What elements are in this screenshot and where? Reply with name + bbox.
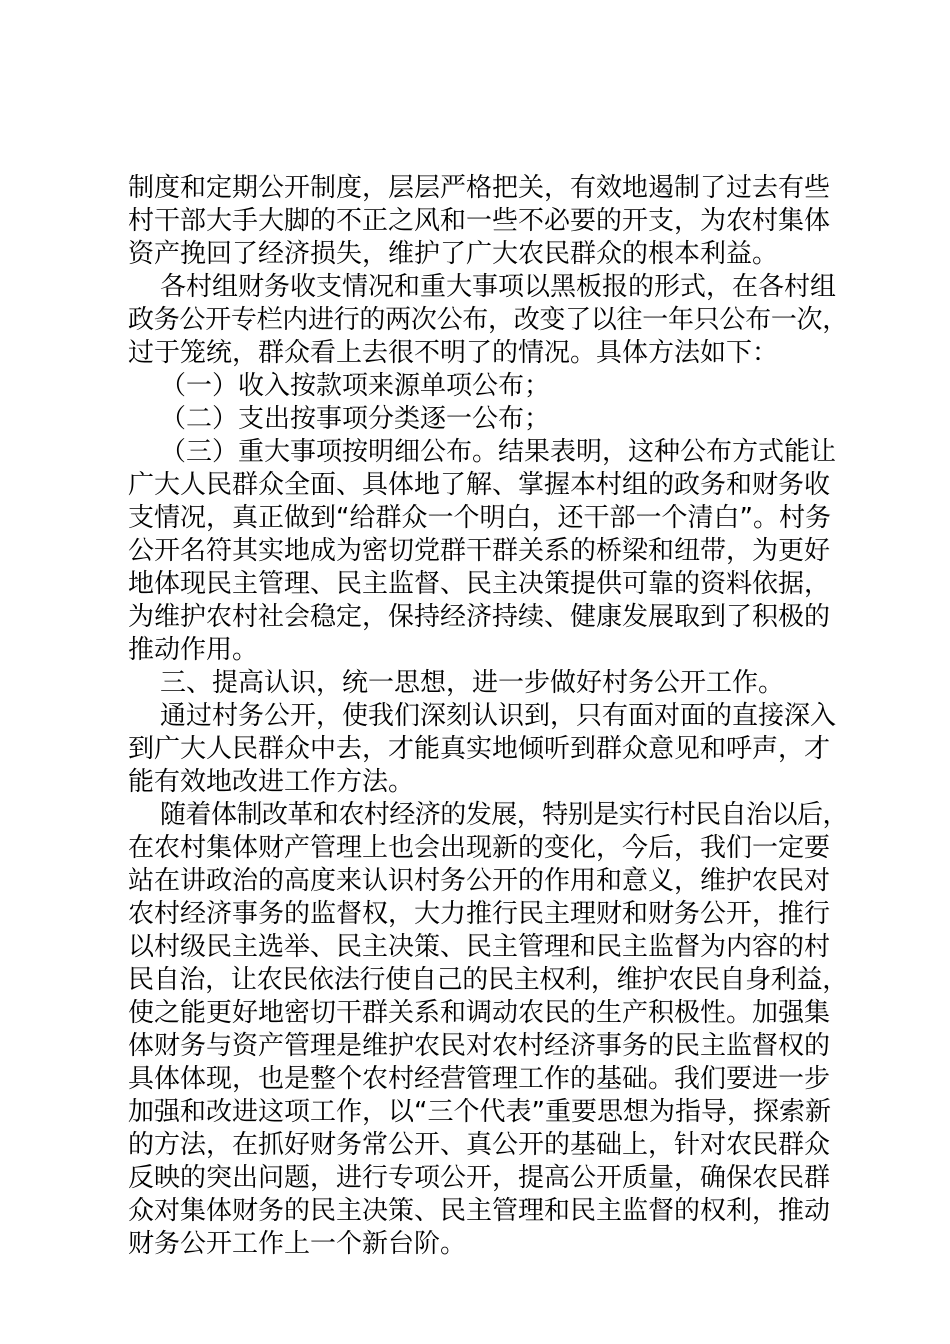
text-line: 资产挽回了经济损失，维护了广大农民群众的根本利益。: [128, 239, 779, 269]
text-line: 体财务与资产管理是维护农民对农村经济事务的民主监督权的: [128, 1031, 831, 1061]
text-line: 到广大人民群众中去，才能真实地倾听到群众意见和呼声，才: [128, 734, 831, 764]
text-line: 公开名符其实地成为密切党群干群关系的桥梁和纽带，为更好: [128, 536, 831, 566]
text-line: （三）重大事项按明细公布。结果表明，这种公布方式能让: [160, 437, 837, 467]
text-line: 通过村务公开，使我们深刻认识到，只有面对面的直接深入: [160, 701, 837, 731]
text-line: 加强和改进这项工作，以“三个代表”重要思想为指导，探索新: [128, 1097, 831, 1127]
text-line: 的方法，在抓好财务常公开、真公开的基础上，针对农民群众: [128, 1130, 831, 1160]
body-text: [128, 172, 848, 1261]
text-line: 具体体现，也是整个农村经营管理工作的基础。我们要进一步: [128, 1064, 831, 1094]
text-line: 村干部大手大脚的不正之风和一些不必要的开支，为农村集体: [128, 206, 831, 236]
text-line: 反映的突出问题，进行专项公开，提高公开质量，确保农民群: [128, 1163, 831, 1193]
text-line: 政务公开专栏内进行的两次公布，改变了以往一年只公布一次，: [128, 305, 848, 335]
text-line: （二）支出按事项分类逐一公布；: [160, 404, 551, 434]
text-line: 为维护农村社会稳定，保持经济持续、健康发展取到了积极的: [128, 602, 831, 632]
text-line: 财务公开工作上一个新台阶。: [128, 1229, 467, 1259]
text-line: 制度和定期公开制度，层层严格把关，有效地遏制了过去有些: [128, 173, 831, 203]
text-line: 站在讲政治的高度来认识村务公开的作用和意义，维护农民对: [128, 866, 831, 896]
text-line: 在农村集体财产管理上也会出现新的变化，今后，我们一定要: [128, 833, 831, 863]
text-line: 支情况，真正做到“给群众一个明白，还干部一个清白”。村务: [128, 503, 831, 533]
text-line: 众对集体财务的民主决策、民主管理和民主监督的权利，推动: [128, 1196, 831, 1226]
text-line: 农村经济事务的监督权，大力推行民主理财和财务公开，推行: [128, 899, 831, 929]
text-line: 推动作用。: [128, 635, 259, 665]
text-line: 广大人民群众全面、具体地了解、掌握本村组的政务和财务收: [128, 470, 831, 500]
text-line: 民自治，让农民依法行使自己的民主权利，维护农民自身利益，: [128, 965, 848, 995]
text-line: 随着体制改革和农村经济的发展，特别是实行村民自治以后，: [160, 800, 848, 830]
text-line: 能有效地改进工作方法。: [128, 767, 415, 797]
text-line: 三、提高认识，统一思想，进一步做好村务公开工作。: [160, 668, 785, 698]
text-line: （一）收入按款项来源单项公布；: [160, 371, 551, 401]
text-line: 以村级民主选举、民主决策、民主管理和民主监督为内容的村: [128, 932, 831, 962]
text-line: 各村组财务收支情况和重大事项以黑板报的形式，在各村组: [160, 272, 837, 302]
text-line: 使之能更好地密切干群关系和调动农民的生产积极性。加强集: [128, 998, 831, 1028]
text-line: 过于笼统，群众看上去很不明了的情况。具体方法如下：: [128, 338, 779, 368]
text-line: 地体现民主管理、民主监督、民主决策提供可靠的资料依据，: [128, 569, 831, 599]
